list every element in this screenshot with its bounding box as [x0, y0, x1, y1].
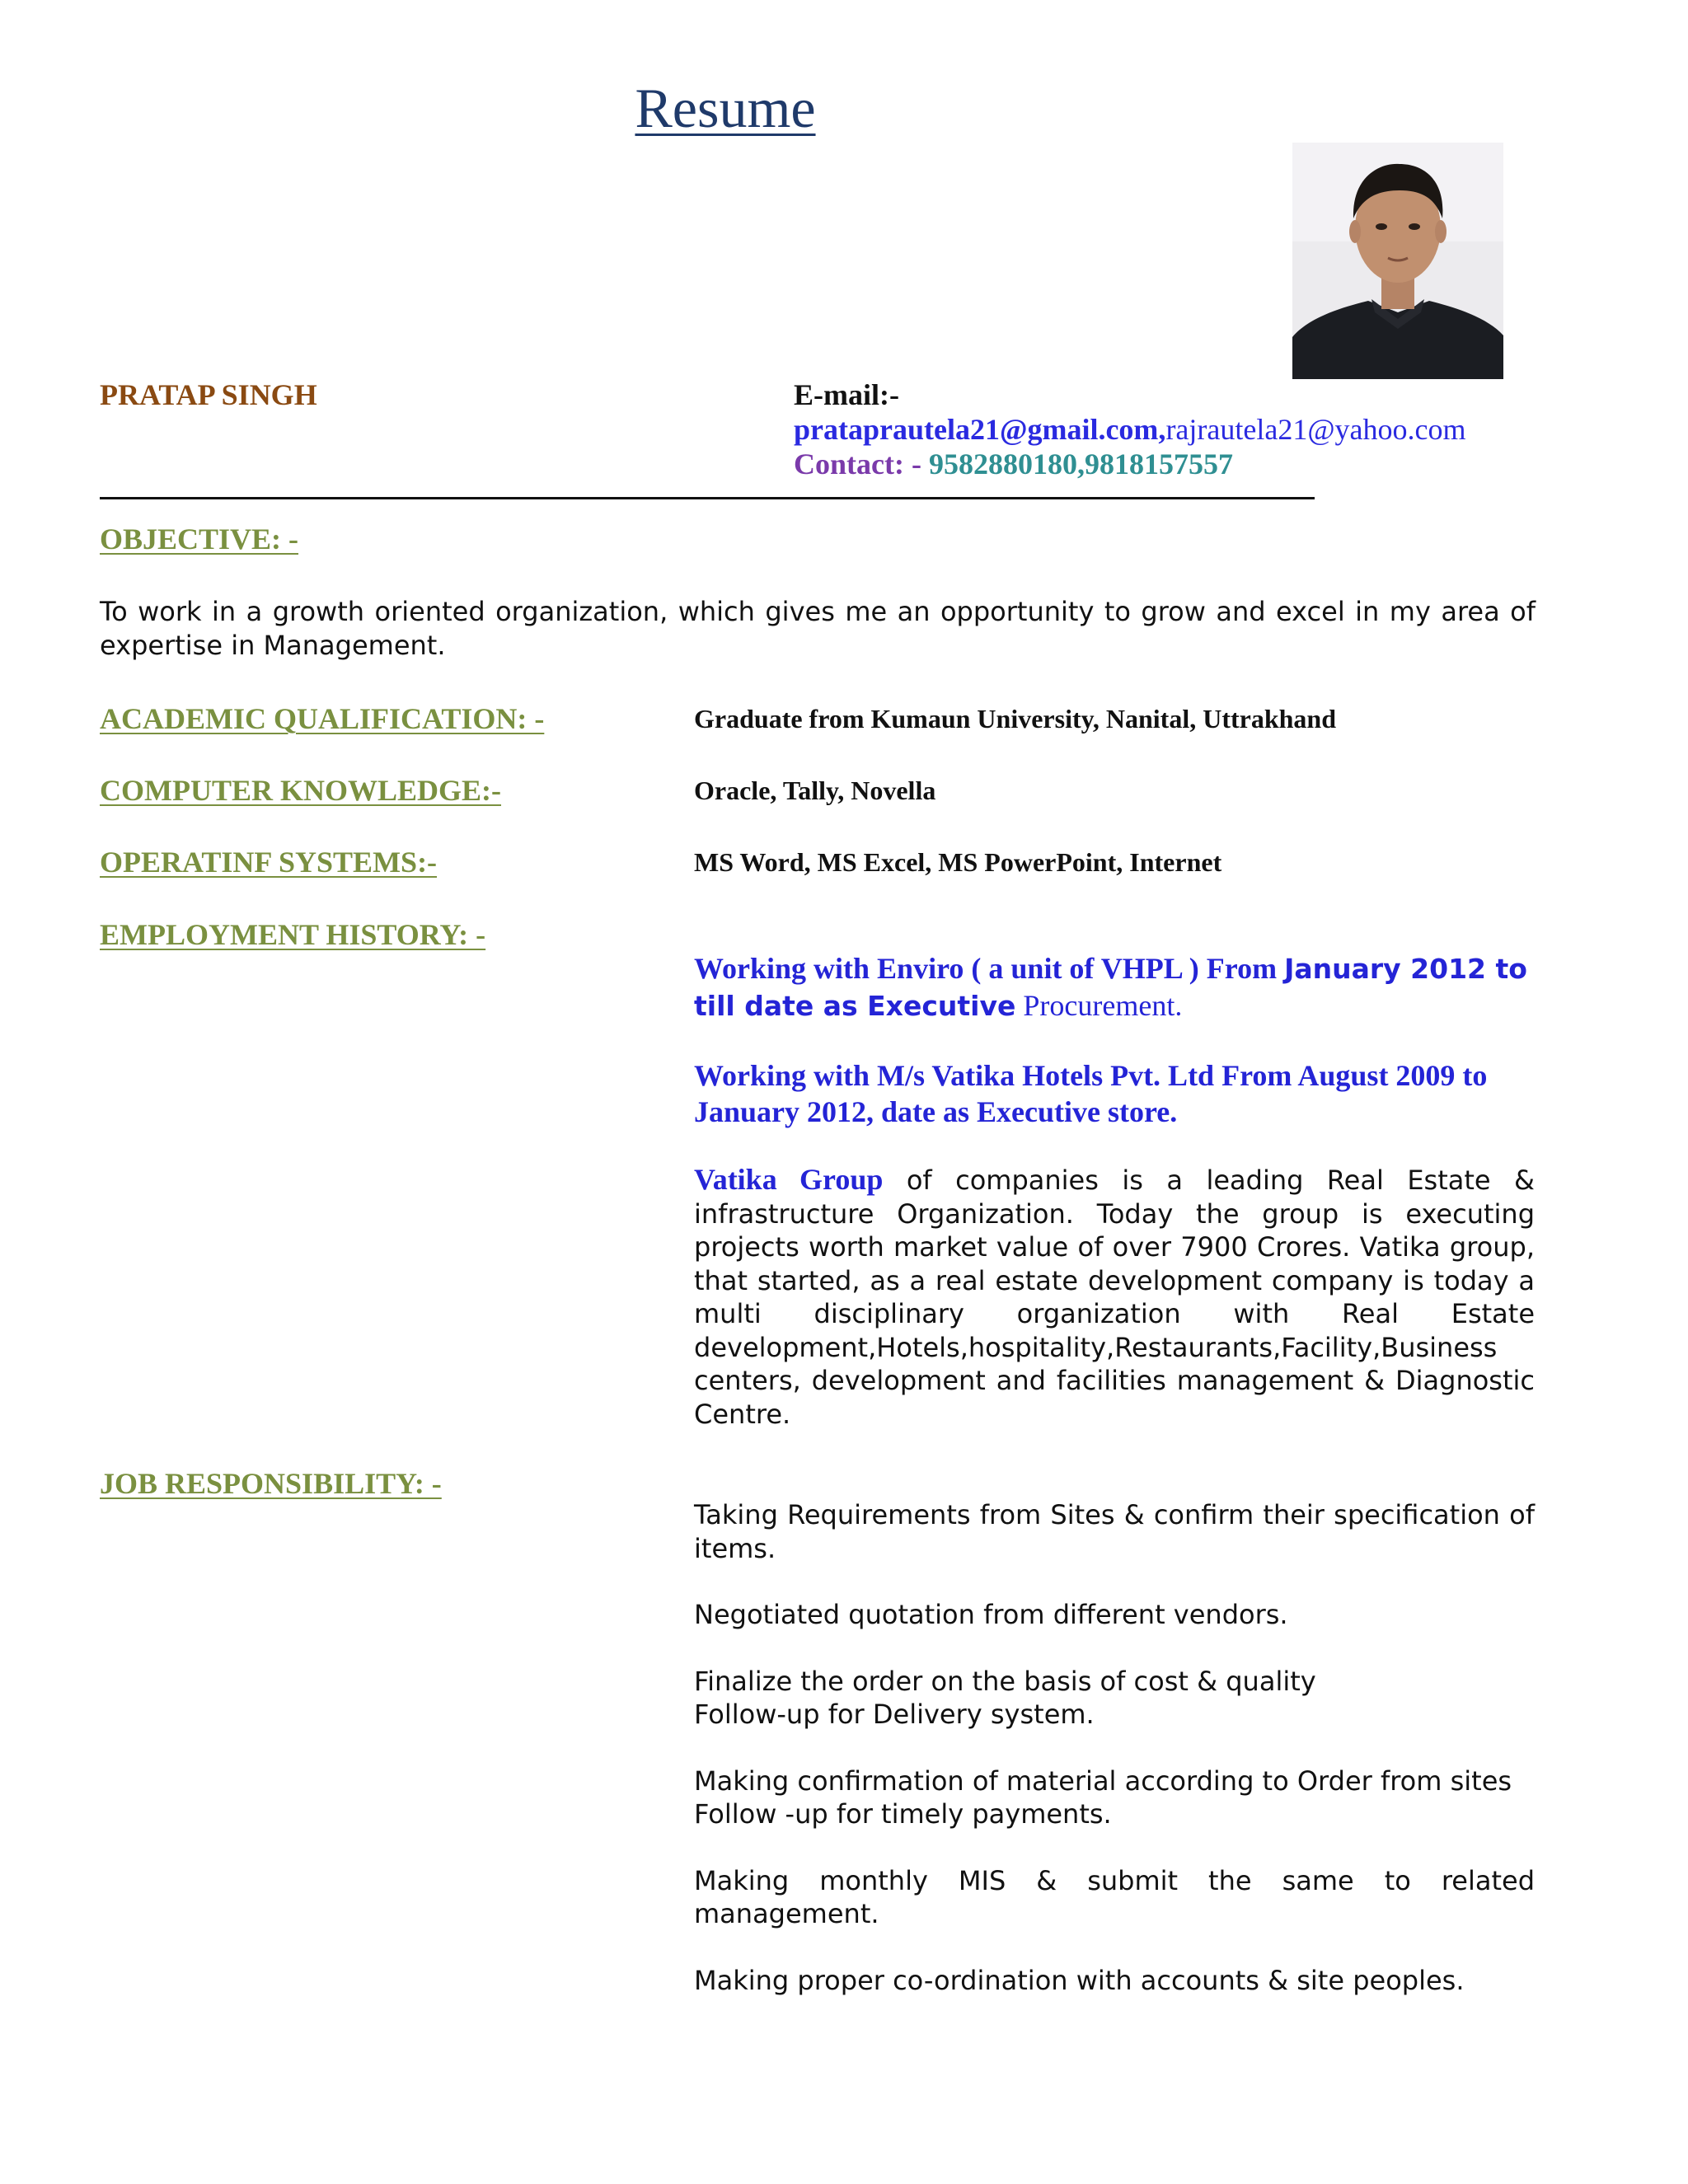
- contact-line: [794, 447, 1233, 481]
- operating-systems-heading: OPERATINF SYSTEMS:-: [100, 846, 438, 879]
- list-item: Follow-up for Delivery system.: [694, 1699, 1095, 1730]
- employment-history-heading: EMPLOYMENT HISTORY: -: [100, 918, 486, 951]
- computer-knowledge-value: Oracle, Tally, Novella: [694, 776, 936, 805]
- contact-numbers: 9582880180,9818157557: [928, 448, 1233, 480]
- academic-heading: ACADEMIC QUALIFICATION: -: [100, 702, 545, 735]
- operating-systems-value: MS Word, MS Excel, MS PowerPoint, Internet: [694, 847, 1222, 877]
- email-label: E-mail:-: [794, 378, 899, 411]
- computer-knowledge-heading: COMPUTER KNOWLEDGE:-: [100, 774, 502, 807]
- objective-text: To work in a growth oriented organization, which gives me an opportunity to grow and excel in my area of expertise in Management.: [100, 596, 1536, 661]
- employment-entry-enviro-part3: Procurement.: [1015, 989, 1183, 1022]
- list-item: Making monthly MIS & submit the same to related management.: [694, 1864, 1535, 1929]
- page-title: Resume: [635, 77, 816, 139]
- academic-value: Graduate from Kumaun University, Nanital, Uttrakhand: [694, 704, 1337, 733]
- list-item: Follow -up for timely payments.: [694, 1798, 1112, 1830]
- list-item: Taking Requirements from Sites & confirm their specification of items.: [694, 1499, 1535, 1564]
- employment-entry-enviro-part1: Working with Enviro ( a unit of VHPL ) From: [694, 952, 1285, 985]
- employment-entry-enviro-part2: January 2012 to till date as Executive: [694, 953, 1527, 1022]
- company-description-text: of companies is a leading Real Estate & infrastructure Organization. Today the group is executing projects worth market value of over 7900 Crores. Vatika group, that started, as a real estate development company is today a multi disciplinary organization with Real Estate development,Hotels,hospitality,Restaurants,Facility,Business centers, development and facilities management & Diagnostic Centre.: [694, 1165, 1535, 1430]
- employment-entry-enviro: [694, 950, 1535, 1024]
- list-item: Negotiated quotation from different vendors.: [694, 1599, 1288, 1630]
- profile-photo: [1292, 143, 1503, 379]
- email-primary-link[interactable]: prataprautela21@gmail.com,: [794, 413, 1166, 446]
- company-description: [694, 1163, 1535, 1431]
- email-secondary-link[interactable]: rajrautela21@yahoo.com: [1165, 413, 1466, 446]
- list-item: Making confirmation of material according to Order from sites: [694, 1765, 1512, 1797]
- objective-heading: OBJECTIVE: -: [100, 523, 299, 555]
- candidate-name: PRATAP SINGH: [100, 378, 317, 411]
- contact-label: Contact: -: [794, 448, 929, 480]
- job-responsibility-heading: JOB RESPONSIBILITY: -: [100, 1467, 442, 1500]
- employment-entry-vatika: Working with M/s Vatika Hotels Pvt. Ltd From August 2009 to January 2012, date as Executive store.: [694, 1059, 1488, 1128]
- header-divider: [100, 497, 1315, 499]
- company-name: Vatika Group: [694, 1163, 884, 1196]
- list-item: Finalize the order on the basis of cost & quality: [694, 1665, 1316, 1697]
- list-item: Making proper co-ordination with accounts & site peoples.: [694, 1964, 1465, 1996]
- email-line: [794, 412, 1465, 447]
- responsibility-list: [694, 1498, 1535, 1997]
